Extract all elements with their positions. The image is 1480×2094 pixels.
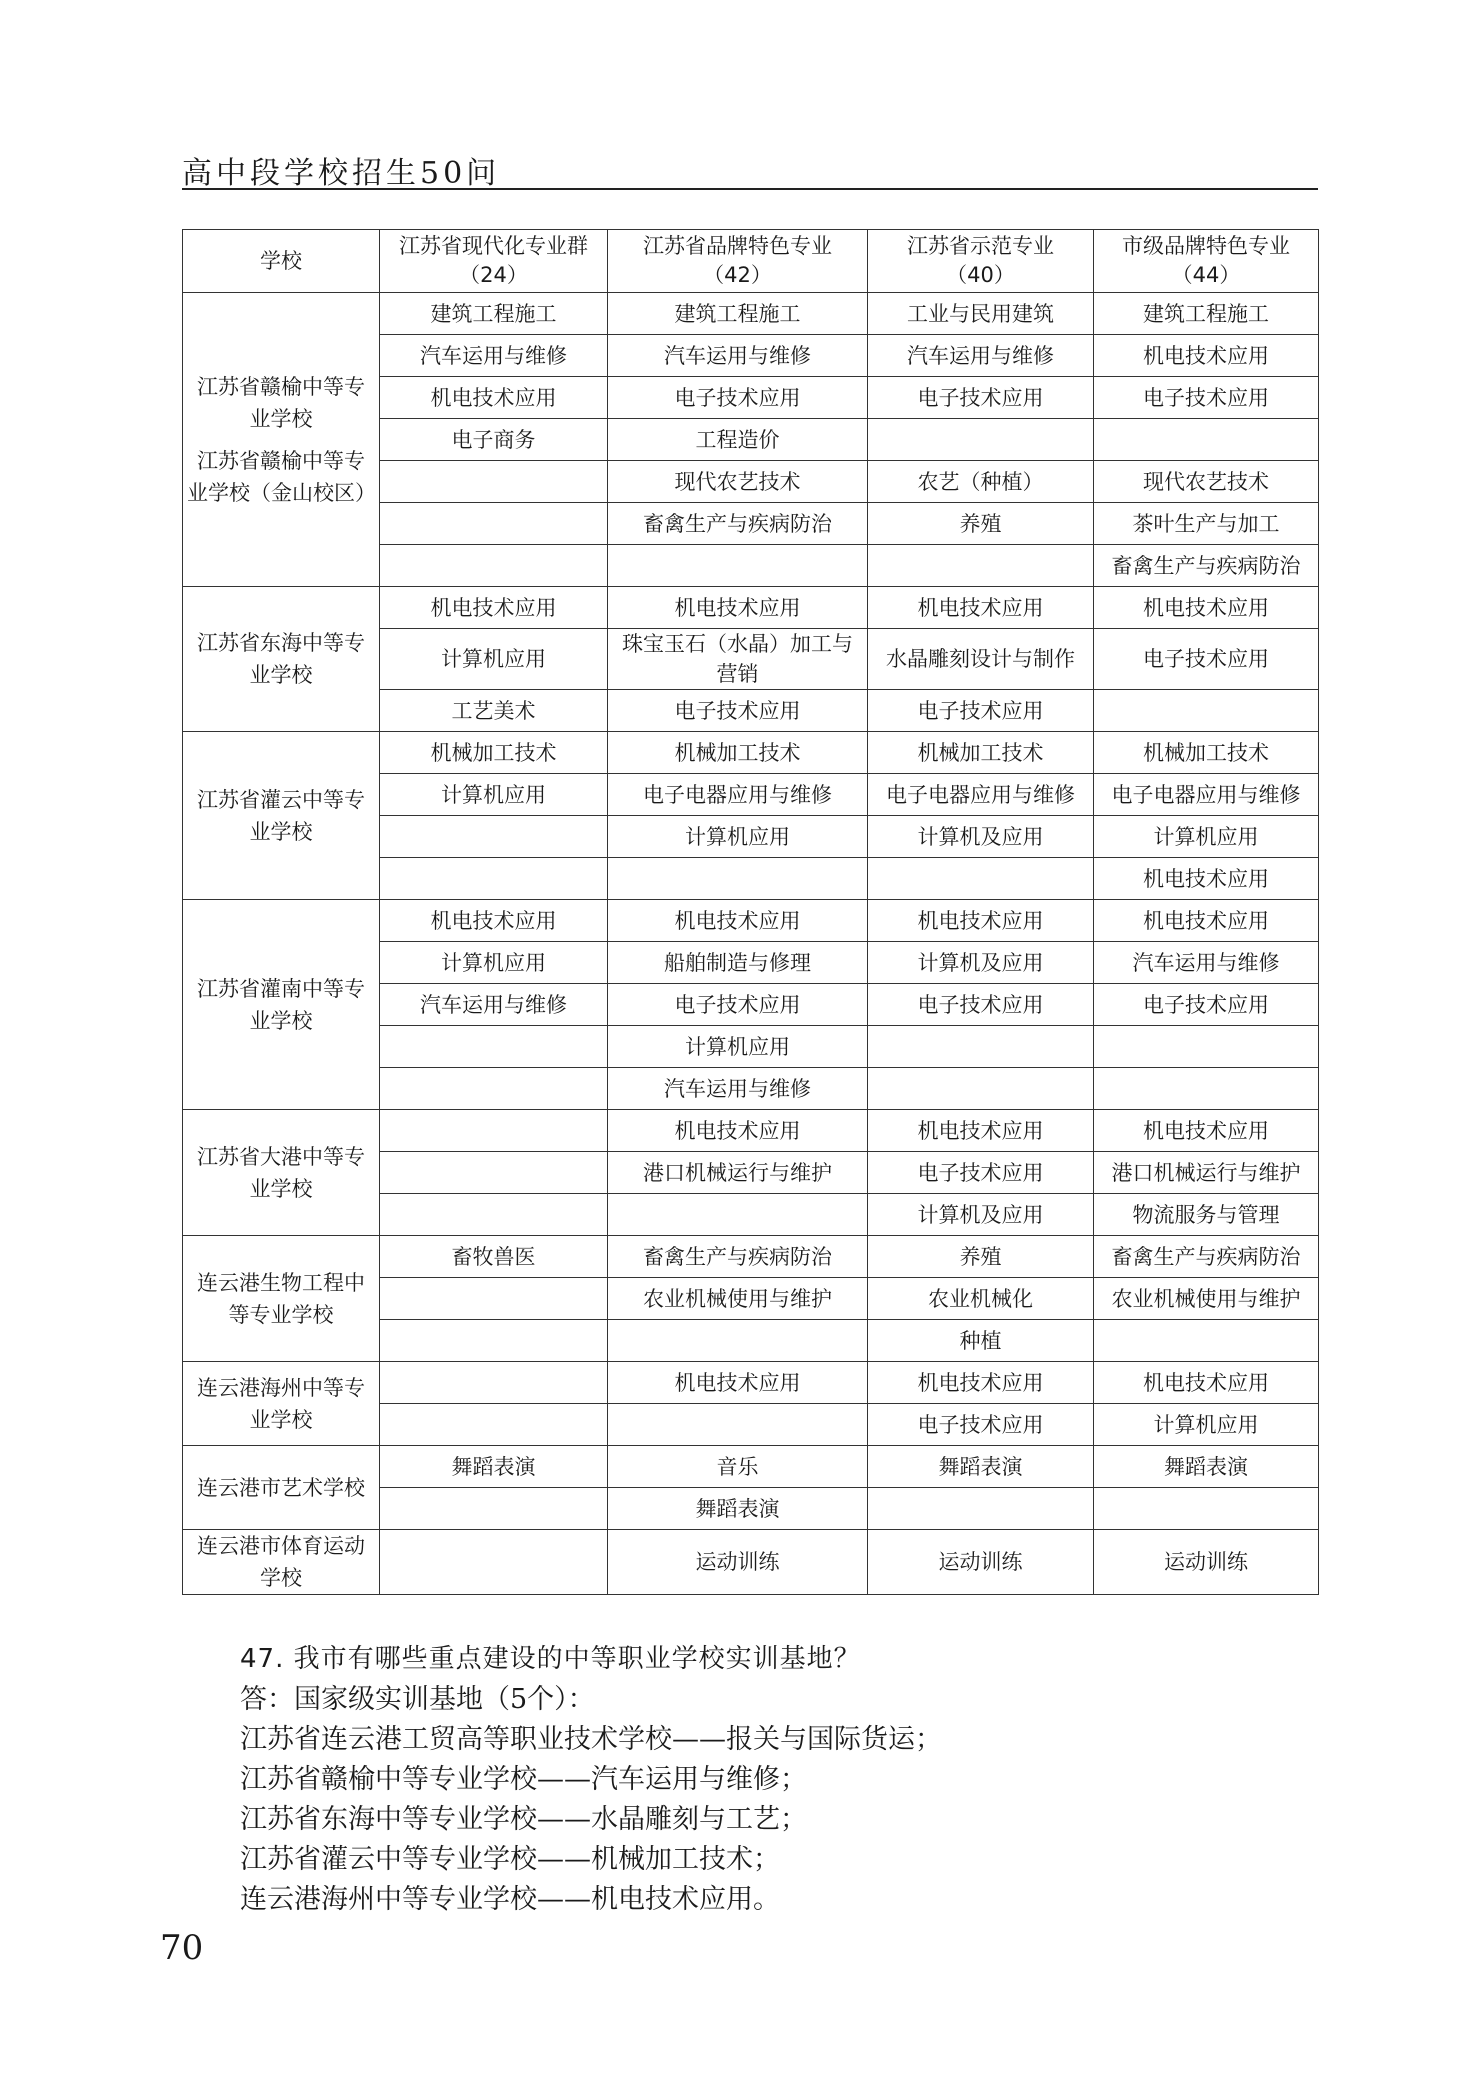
specialty-cell: 计算机应用 — [608, 1026, 868, 1068]
specialty-cell: 机电技术应用 — [868, 1362, 1094, 1404]
specialty-cell: 电子技术应用 — [1094, 629, 1319, 690]
school-name: 连云港市艺术学校 — [197, 1475, 365, 1500]
table-row — [183, 1236, 1319, 1278]
school-name-cell — [183, 732, 380, 900]
specialty-cell: 机电技术应用 — [380, 587, 608, 629]
specialty-cell: 电子技术应用 — [868, 690, 1094, 732]
specialty-cell: 现代农艺技术 — [608, 461, 868, 503]
specialty-cell: 电子技术应用 — [868, 1404, 1094, 1446]
specialty-cell: 计算机应用 — [1094, 816, 1319, 858]
specialty-cell — [380, 1194, 608, 1236]
answer-line: 江苏省东海中等专业学校——水晶雕刻与工艺； — [240, 1804, 807, 1835]
specialty-cell: 机电技术应用 — [380, 377, 608, 419]
specialty-cell: 计算机应用 — [380, 774, 608, 816]
specialty-cell: 电子技术应用 — [868, 377, 1094, 419]
specialty-cell: 现代农艺技术 — [1094, 461, 1319, 503]
specialty-cell: 种植 — [868, 1320, 1094, 1362]
specialty-cell: 电子技术应用 — [868, 984, 1094, 1026]
specialty-cell: 茶叶生产与加工 — [1094, 503, 1319, 545]
table-row — [183, 1110, 1319, 1152]
specialty-cell: 机电技术应用 — [868, 1110, 1094, 1152]
school-name: 江苏省灌云中等专业学校 — [197, 787, 365, 844]
table-row — [183, 587, 1319, 629]
specialty-cell: 物流服务与管理 — [1094, 1194, 1319, 1236]
table-row — [183, 1362, 1319, 1404]
specialty-cell: 机电技术应用 — [1094, 587, 1319, 629]
specialty-cell: 计算机应用 — [380, 942, 608, 984]
table-body — [183, 293, 1319, 1595]
school-name: 连云港市体育运动学校 — [197, 1534, 365, 1590]
specialty-cell — [380, 1320, 608, 1362]
header-col2 — [608, 230, 868, 293]
specialty-cell: 电子技术应用 — [608, 984, 868, 1026]
school-name: 江苏省大港中等专业学校 — [197, 1144, 365, 1201]
specialty-cell — [380, 858, 608, 900]
specialty-cell — [380, 1404, 608, 1446]
specialty-cell: 养殖 — [868, 503, 1094, 545]
specialty-cell: 机电技术应用 — [1094, 335, 1319, 377]
specialty-cell: 舞蹈表演 — [608, 1488, 868, 1530]
specialty-cell: 舞蹈表演 — [868, 1446, 1094, 1488]
header-col1-count: （24） — [459, 263, 528, 287]
specialty-cell: 计算机应用 — [380, 629, 608, 690]
specialty-cell — [868, 858, 1094, 900]
specialty-cell: 畜禽生产与疾病防治 — [608, 503, 868, 545]
specialty-cell: 建筑工程施工 — [380, 293, 608, 335]
question-47: 47. 我市有哪些重点建设的中等职业学校实训基地？ — [240, 1644, 861, 1674]
page-number: 70 — [160, 1928, 204, 1968]
header-col4-count: （44） — [1171, 263, 1241, 287]
header-col2-count: （42） — [703, 263, 772, 287]
specialty-cell: 建筑工程施工 — [608, 293, 868, 335]
specialty-cell — [608, 858, 868, 900]
specialty-cell — [380, 1362, 608, 1404]
specialty-cell: 电子技术应用 — [1094, 377, 1319, 419]
specialty-cell — [1094, 1068, 1319, 1110]
specialty-cell: 电子技术应用 — [1094, 984, 1319, 1026]
specialty-cell: 机电技术应用 — [1094, 1110, 1319, 1152]
specialty-cell: 机械加工技术 — [608, 732, 868, 774]
school-name-cell — [183, 1110, 380, 1236]
specialty-cell: 汽车运用与维修 — [608, 1068, 868, 1110]
specialty-cell: 船舶制造与修理 — [608, 942, 868, 984]
table-header — [183, 230, 1319, 293]
school-name-cell — [183, 293, 380, 587]
table-row — [183, 1530, 1319, 1595]
specialty-cell: 机械加工技术 — [868, 732, 1094, 774]
specialty-cell: 运动训练 — [608, 1530, 868, 1595]
specialty-cell: 机电技术应用 — [608, 1110, 868, 1152]
specialty-cell: 港口机械运行与维护 — [608, 1152, 868, 1194]
specialty-cell: 汽车运用与维修 — [608, 335, 868, 377]
specialty-cell — [1094, 1026, 1319, 1068]
specialty-cell: 畜禽生产与疾病防治 — [608, 1236, 868, 1278]
answer-line: 江苏省灌云中等专业学校——机械加工技术； — [240, 1844, 780, 1875]
specialty-cell — [1094, 1488, 1319, 1530]
specialty-cell: 电子技术应用 — [608, 690, 868, 732]
specialty-cell — [380, 503, 608, 545]
header-col3 — [868, 230, 1094, 293]
answer-line: 江苏省连云港工贸高等职业技术学校——报关与国际货运； — [240, 1724, 942, 1755]
specialty-cell: 畜牧兽医 — [380, 1236, 608, 1278]
specialty-cell: 机电技术应用 — [608, 1362, 868, 1404]
specialty-cell: 计算机及应用 — [868, 1194, 1094, 1236]
specialty-cell — [608, 1404, 868, 1446]
specialty-cell: 珠宝玉石（水晶）加工与营销 — [608, 629, 868, 690]
answer-line: 答：国家级实训基地（5个）： — [240, 1684, 595, 1715]
school-name: 江苏省赣榆中等专业学校 — [197, 374, 365, 431]
table-row — [183, 293, 1319, 335]
specialty-cell — [868, 1026, 1094, 1068]
specialty-cell: 舞蹈表演 — [1094, 1446, 1319, 1488]
answer-line: 连云港海州中等专业学校——机电技术应用。 — [240, 1884, 780, 1915]
specialty-cell: 机电技术应用 — [1094, 1362, 1319, 1404]
specialty-cell — [868, 419, 1094, 461]
specialty-cell: 畜禽生产与疾病防治 — [1094, 1236, 1319, 1278]
school-name-cell — [183, 1446, 380, 1530]
specialty-cell: 电子技术应用 — [868, 1152, 1094, 1194]
header-col4-title: 市级品牌特色专业 — [1122, 234, 1290, 258]
school-name: 连云港海州中等专业学校 — [197, 1375, 365, 1432]
specialty-cell: 汽车运用与维修 — [868, 335, 1094, 377]
specialty-cell: 机电技术应用 — [608, 900, 868, 942]
specialty-cell: 机电技术应用 — [1094, 900, 1319, 942]
specialty-cell — [868, 1068, 1094, 1110]
specialty-cell — [1094, 419, 1319, 461]
school-name-cell — [183, 1530, 380, 1595]
specialty-cell — [868, 545, 1094, 587]
specialty-cell: 电子电器应用与维修 — [868, 774, 1094, 816]
specialty-cell: 计算机应用 — [608, 816, 868, 858]
specialty-cell — [380, 1278, 608, 1320]
specialty-cell: 汽车运用与维修 — [1094, 942, 1319, 984]
specialty-cell: 农业机械化 — [868, 1278, 1094, 1320]
specialty-cell — [380, 1026, 608, 1068]
school-name-cell — [183, 1362, 380, 1446]
specialty-cell: 机械加工技术 — [1094, 732, 1319, 774]
specialty-cell: 建筑工程施工 — [1094, 293, 1319, 335]
header-col1-title: 江苏省现代化专业群 — [399, 234, 588, 258]
specialty-cell: 工艺美术 — [380, 690, 608, 732]
specialty-cell — [868, 1488, 1094, 1530]
school-name: 江苏省灌南中等专业学校 — [197, 976, 365, 1033]
header-col3-count: （40） — [946, 263, 1015, 287]
specialty-cell: 舞蹈表演 — [380, 1446, 608, 1488]
running-head: 高中段学校招生50问 — [182, 156, 501, 191]
specialty-cell: 农业机械使用与维护 — [608, 1278, 868, 1320]
specialty-cell: 电子电器应用与维修 — [1094, 774, 1319, 816]
school-name: 连云港生物工程中等专业学校 — [197, 1270, 365, 1327]
specialty-cell: 畜禽生产与疾病防治 — [1094, 545, 1319, 587]
specialty-cell — [1094, 690, 1319, 732]
specialty-cell — [380, 1068, 608, 1110]
specialty-cell: 运动训练 — [1094, 1530, 1319, 1595]
specialty-cell: 电子商务 — [380, 419, 608, 461]
specialty-cell — [380, 1110, 608, 1152]
specialty-cell — [380, 1488, 608, 1530]
specialty-cell — [380, 461, 608, 503]
specialty-cell — [380, 545, 608, 587]
specialty-cell — [608, 1194, 868, 1236]
school-name: 江苏省赣榆中等专业学校（金山校区） — [187, 448, 376, 505]
school-name-cell — [183, 900, 380, 1110]
school-name-cell — [183, 587, 380, 732]
school-name: 江苏省东海中等专业学校 — [197, 631, 365, 687]
specialty-cell: 机电技术应用 — [1094, 858, 1319, 900]
specialty-cell: 计算机及应用 — [868, 942, 1094, 984]
specialty-cell: 农业机械使用与维护 — [1094, 1278, 1319, 1320]
specialty-cell: 港口机械运行与维护 — [1094, 1152, 1319, 1194]
specialty-cell: 电子技术应用 — [608, 377, 868, 419]
specialty-cell: 养殖 — [868, 1236, 1094, 1278]
specialty-cell: 机电技术应用 — [608, 587, 868, 629]
specialty-cell: 音乐 — [608, 1446, 868, 1488]
specialty-cell — [608, 545, 868, 587]
specialty-cell: 汽车运用与维修 — [380, 984, 608, 1026]
header-col3-title: 江苏省示范专业 — [907, 234, 1054, 258]
specialty-cell — [608, 1320, 868, 1362]
school-name-cell — [183, 1236, 380, 1362]
table-row — [183, 732, 1319, 774]
specialty-cell — [1094, 1320, 1319, 1362]
specialty-cell: 工业与民用建筑 — [868, 293, 1094, 335]
specialty-cell — [380, 1152, 608, 1194]
specialty-cell: 机电技术应用 — [868, 587, 1094, 629]
specialty-cell — [380, 1530, 608, 1595]
specialty-cell: 运动训练 — [868, 1530, 1094, 1595]
specialty-cell: 电子电器应用与维修 — [608, 774, 868, 816]
specialty-cell: 农艺（种植） — [868, 461, 1094, 503]
specialty-cell: 计算机应用 — [1094, 1404, 1319, 1446]
specialty-table — [182, 229, 1319, 1595]
table-row — [183, 900, 1319, 942]
specialty-cell: 机电技术应用 — [380, 900, 608, 942]
specialty-cell: 汽车运用与维修 — [380, 335, 608, 377]
header-col2-title: 江苏省品牌特色专业 — [643, 234, 832, 258]
answer-block — [240, 1680, 942, 1920]
specialty-cell: 机电技术应用 — [868, 900, 1094, 942]
header-col4 — [1094, 230, 1319, 293]
header-rule — [182, 188, 1318, 190]
specialty-cell — [380, 816, 608, 858]
header-school: 学校 — [183, 230, 380, 293]
specialty-cell: 水晶雕刻设计与制作 — [868, 629, 1094, 690]
answer-line: 江苏省赣榆中等专业学校——汽车运用与维修； — [240, 1764, 807, 1795]
specialty-cell: 机械加工技术 — [380, 732, 608, 774]
table-row — [183, 1446, 1319, 1488]
specialty-cell: 工程造价 — [608, 419, 868, 461]
specialty-cell: 计算机及应用 — [868, 816, 1094, 858]
header-col1 — [380, 230, 608, 293]
